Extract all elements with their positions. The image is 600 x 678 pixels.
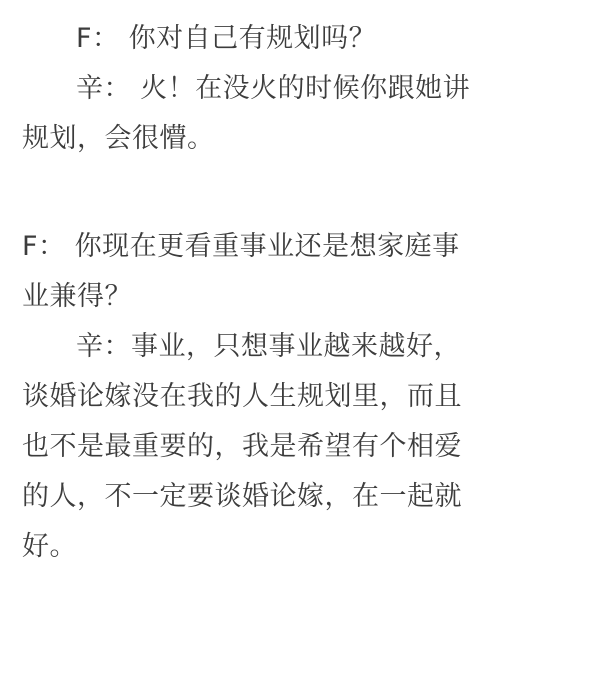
qa-block-1: [22, 14, 578, 164]
qa2-answer-line1: 辛：事业，只想事业越来越好，: [76, 331, 461, 362]
qa2-question-line1: F： 你现在更看重事业还是想家庭事: [22, 231, 460, 262]
qa1-answer-line2: 规划，会很懵。: [22, 123, 215, 154]
block-spacer: [22, 164, 578, 222]
qa2-question-line2: 业兼得？: [22, 281, 132, 312]
qa1-answer-line1: 辛： 火！在没火的时候你跟她讲: [76, 73, 471, 104]
qa-block-2: [22, 222, 578, 572]
qa2-answer-line3: 也不是最重要的，我是希望有个相爱: [22, 431, 462, 462]
qa2-answer-line4: 的人，不一定要谈婚论嫁，在一起就: [22, 481, 462, 512]
qa2-answer-line2: 谈婚论嫁没在我的人生规划里，而且: [22, 381, 462, 412]
qa2-answer-line5: 好。: [22, 531, 77, 562]
qa1-question: F： 你对自己有规划吗？: [76, 23, 377, 54]
